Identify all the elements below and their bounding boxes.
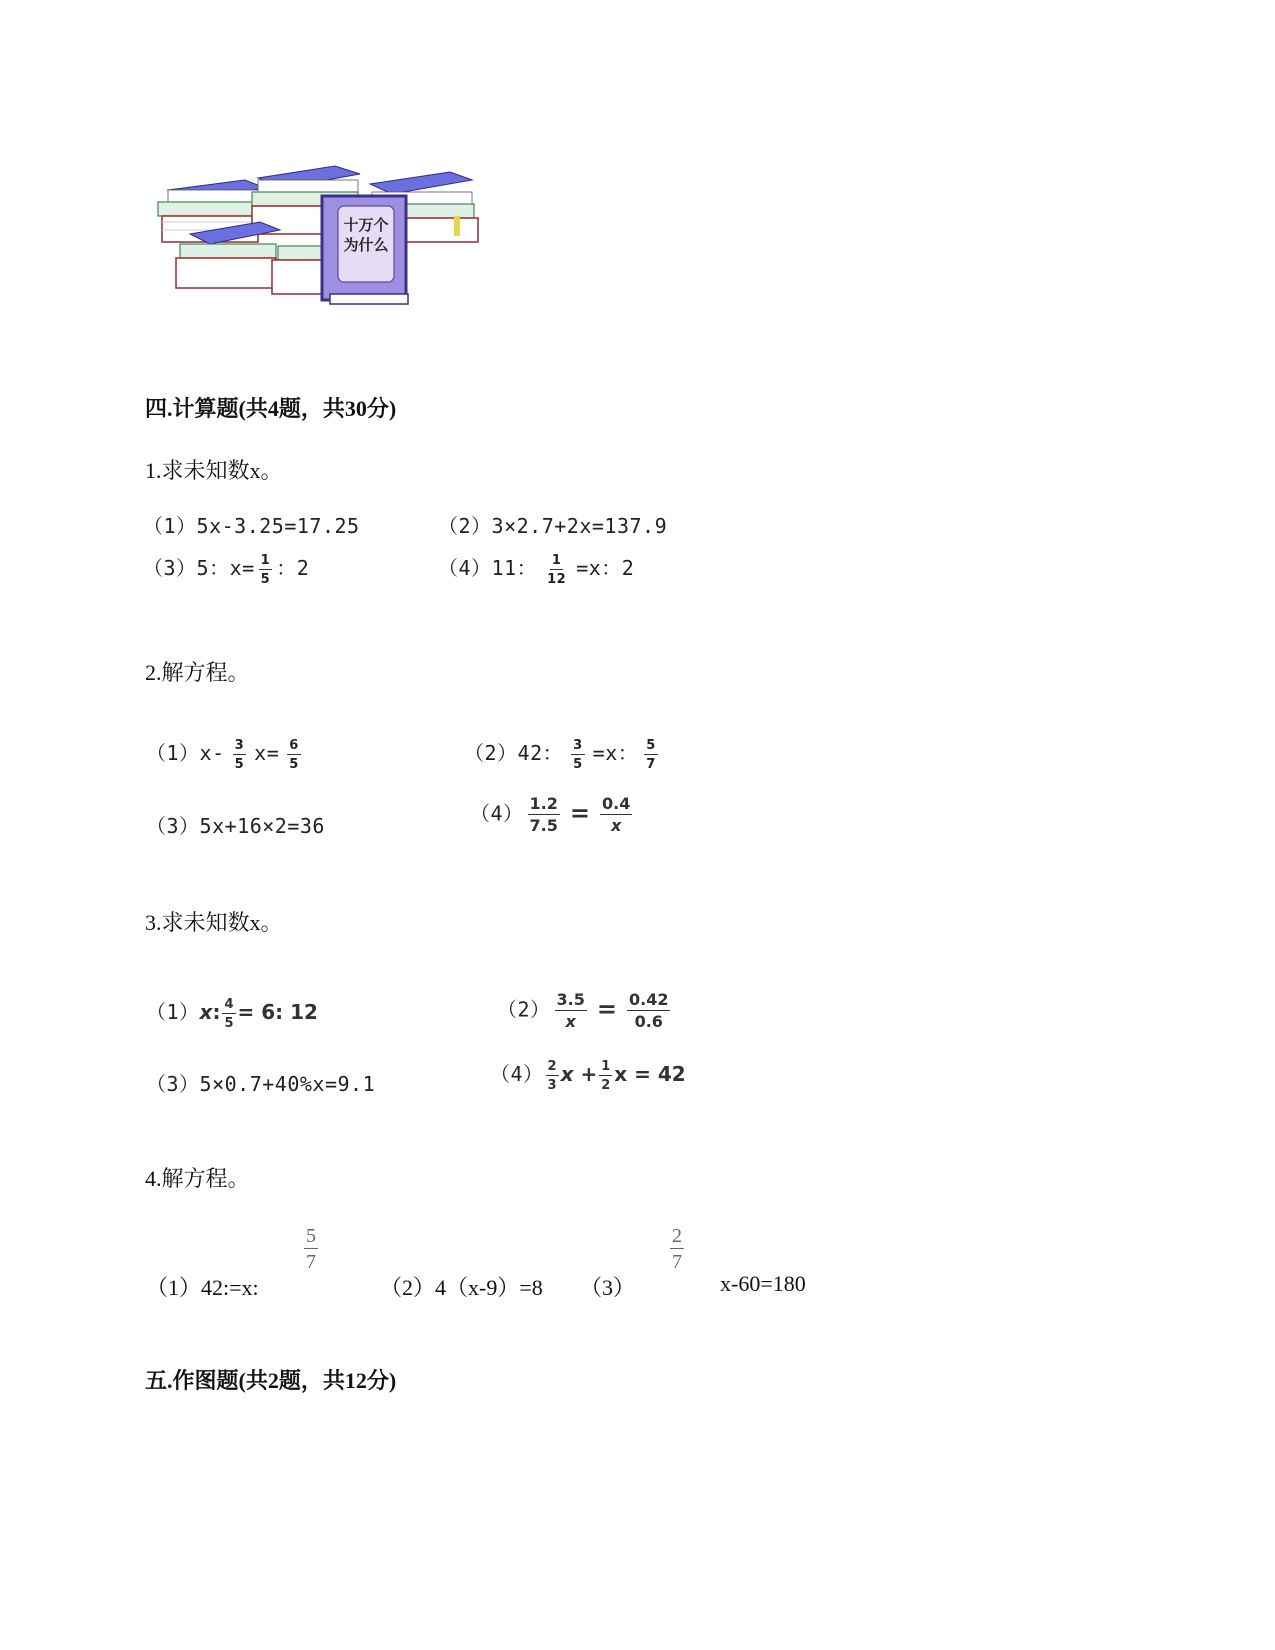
q2-p4-equals: = <box>569 798 590 827</box>
numerator: 3.5 <box>556 990 585 1009</box>
denominator: 7 <box>306 1251 316 1273</box>
numerator: 1.2 <box>529 794 558 813</box>
q2-p4-fraction-1 <box>528 796 560 834</box>
q4-p1-fraction <box>304 1226 318 1272</box>
q4-problem-2: （2）4（x-9）=8 <box>380 1275 543 1300</box>
book-cover-title-2: 为什么 <box>343 236 389 254</box>
denominator: 2 <box>601 1077 611 1093</box>
q3-p1-colon: : <box>212 1000 221 1024</box>
q3-p1-rest: = 6: 12 <box>237 1000 318 1024</box>
q1-problem-4 <box>438 552 634 586</box>
q3-p4-fraction-2 <box>599 1060 612 1092</box>
books-illustration <box>150 160 490 320</box>
q2-p4-prefix: （4） <box>470 801 524 826</box>
denominator: 3 <box>547 1077 557 1093</box>
q4-problem-3-rest: x-60=180 <box>720 1271 806 1296</box>
section-5-title: 五.作图题(共2题，共12分) <box>145 1368 397 1393</box>
q2-problem-3: （3）5x+16×2=36 <box>146 814 325 838</box>
q1-problem-2: （2）3×2.7+2x=137.9 <box>438 514 668 538</box>
q2-problem-2 <box>464 737 664 771</box>
denominator: 7 <box>646 756 656 772</box>
q3-p1-x: x <box>199 1000 213 1024</box>
question-2-title: 2.解方程。 <box>145 660 250 685</box>
q2-p1-fraction-2 <box>287 739 301 771</box>
q2-problem-1 <box>146 737 309 771</box>
numerator: 0.4 <box>602 794 631 813</box>
numerator: 2 <box>672 1225 682 1247</box>
book-cover-title-1: 十万个 <box>343 216 389 234</box>
q2-p4-fraction-2 <box>600 796 632 834</box>
denominator: 7.5 <box>529 816 558 835</box>
denominator: x <box>565 1012 576 1031</box>
section-4-title: 四.计算题(共4题，共30分) <box>145 396 397 421</box>
numerator: 4 <box>224 996 234 1012</box>
q4-p3-fraction <box>670 1226 684 1272</box>
denominator: 5 <box>289 756 299 772</box>
q3-p2-prefix: （2） <box>497 997 551 1022</box>
q3-problem-1 <box>146 996 318 1030</box>
q4-problem-1: （1）42:=x: <box>146 1275 259 1300</box>
denominator: 7 <box>672 1251 682 1273</box>
q3-p1-fraction <box>222 998 235 1030</box>
denominator: 5 <box>260 571 271 587</box>
q2-p1-fraction-1 <box>233 739 247 771</box>
q1-p4-suffix: =x：2 <box>576 556 635 580</box>
q1-p3-suffix: ：2 <box>276 556 310 580</box>
denominator: 5 <box>224 1015 234 1031</box>
q3-p2-fraction-2 <box>627 992 670 1030</box>
q2-p1-mid: x= <box>254 741 280 765</box>
q3-p4-prefix: （4） <box>490 1062 544 1086</box>
q1-problem-1: （1）5x-3.25=17.25 <box>143 514 360 538</box>
numerator: 5 <box>306 1225 316 1247</box>
denominator: 0.6 <box>634 1012 663 1031</box>
q3-p4-fraction-1 <box>546 1060 559 1092</box>
q2-p2-fraction-2 <box>644 739 658 771</box>
numerator: 3 <box>234 737 245 753</box>
q1-problem-3 <box>143 552 309 586</box>
q2-p1-prefix: （1）x- <box>146 741 225 765</box>
q2-p2-fraction-1 <box>571 739 585 771</box>
denominator: 5 <box>573 756 583 772</box>
q3-problem-2 <box>497 992 674 1030</box>
numerator: 3 <box>573 737 583 753</box>
q1-p3-prefix: （3）5：x= <box>143 556 255 580</box>
denominator: 12 <box>547 571 567 587</box>
denominator: 5 <box>234 756 245 772</box>
q3-p4-mid: x + <box>560 1062 598 1086</box>
numerator: 0.42 <box>629 990 669 1009</box>
q3-problem-4 <box>490 1058 686 1092</box>
numerator: 6 <box>289 737 299 753</box>
q2-problem-4 <box>470 796 636 834</box>
q3-p4-rest: x = 42 <box>614 1062 686 1086</box>
question-3-title: 3.求未知数x。 <box>145 910 283 935</box>
question-1-title: 1.求未知数x。 <box>145 458 283 483</box>
q1-p4-fraction <box>547 554 566 586</box>
q1-p4-prefix: （4）11： <box>438 556 538 580</box>
q3-problem-3: （3）5×0.7+40%x=9.1 <box>146 1072 376 1096</box>
q1-p3-fraction <box>259 554 273 586</box>
q2-p2-prefix: （2）42： <box>464 741 564 765</box>
standing-book <box>322 196 408 304</box>
q4-problem-3: （3） <box>580 1275 636 1300</box>
q3-p1-prefix: （1） <box>146 1000 200 1024</box>
numerator: 1 <box>551 552 562 568</box>
question-4-title: 4.解方程。 <box>145 1166 250 1191</box>
numerator: 1 <box>601 1058 611 1074</box>
q2-p2-mid: =x： <box>592 741 639 765</box>
q3-p2-fraction-1 <box>555 992 587 1030</box>
numerator: 5 <box>646 737 656 753</box>
numerator: 2 <box>547 1058 557 1074</box>
q3-p2-equals: = <box>596 994 617 1023</box>
numerator: 1 <box>260 552 271 568</box>
denominator: x <box>611 816 622 835</box>
